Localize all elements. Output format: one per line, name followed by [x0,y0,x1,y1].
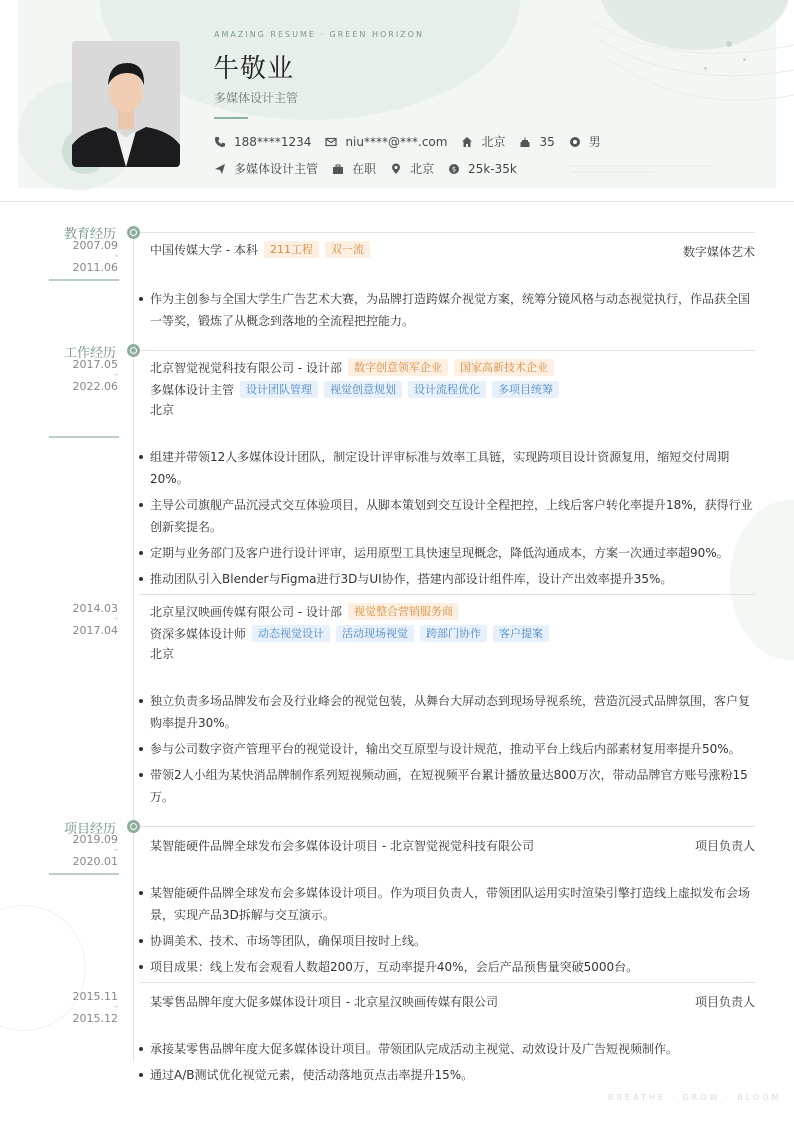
entry-divider [140,594,755,595]
contact-row [214,133,615,150]
list-item: 承接某零售品牌年度大促多媒体设计项目。带领团队完成活动主视觉、动效设计及广告短视频制作。 [137,1038,755,1060]
candidate-name: 牛敬业 [213,54,295,84]
money-icon [448,163,460,175]
job-city: 北京 [150,647,175,661]
home-text: 北京 [481,135,506,149]
location-icon [390,163,402,175]
job-city: 北京 [150,403,175,417]
footer-motto: BREATHE · GROW · BLOOM [608,1093,782,1102]
status-item [332,160,376,177]
entry-divider [140,232,755,233]
section-title-education: 教育经历 [63,227,116,242]
timeline-node [127,226,140,239]
intent-position-text: 多媒体设计主管 [234,162,319,176]
intent-city-text: 北京 [410,162,435,176]
school-name: 中国传媒大学 - 本科 [150,243,258,257]
date-sep: - [114,1002,118,1012]
resume-header [0,0,794,202]
date-start: 2014.03 [72,602,118,615]
list-item: 某智能硬件品牌全球发布会多媒体设计项目。作为项目负责人，带领团队运用实时渲染引擎打造线上虚拟发布会场景，实现产品3D拆解与交互演示。 [137,882,755,926]
header-divider [0,201,794,202]
job-role-row [150,625,549,642]
decor-dot [704,67,707,70]
project-name-row [150,837,534,854]
company-tag: 国家高新技术企业 [454,359,554,376]
date-sep: - [114,370,118,380]
project-role: 项目负责人 [694,839,755,853]
title-underline [214,117,248,119]
job-intent-row [214,160,531,177]
section-title-work: 工作经历 [63,346,116,361]
company-name: 北京星汉映画传媒有限公司 - 设计部 [150,605,342,619]
date-underline [49,279,119,281]
list-item: 定期与业务部门及客户进行设计评审，运用原型工具快速呈现概念，降低沟通成本，方案一次通过率超90%。 [137,542,755,564]
date-sep: - [114,614,118,624]
date-end: 2020.01 [72,855,118,868]
list-item: 项目成果：线上发布会观看人数超200万，互动率提升40%，会后产品预售量突破5000台。 [137,956,755,978]
date-end: 2011.06 [72,261,118,274]
email-text: niu****@***.com [345,134,448,149]
phone-text: 188****1234 [234,134,312,149]
briefcase-icon [332,163,344,175]
list-item: 独立负责多场品牌发布会及行业峰会的视觉包装，从舞台大屏动态到现场导视系统，营造沉浸式品牌氛围，客户复购率提升30%。 [137,690,755,734]
home-icon [461,136,473,148]
skill-tag: 客户提案 [493,625,549,642]
cake-icon [519,136,531,148]
skill-tag: 设计团队管理 [240,381,318,398]
project-role: 项目负责人 [694,995,755,1009]
intent-position-item [214,160,318,177]
list-item: 组建并带领12人多媒体设计团队，制定设计评审标准与效率工具链，实现跨项目设计资源复用，缩短交付周期20%。 [137,446,755,490]
timeline-node [127,820,140,833]
phone-item [214,135,311,149]
list-item: 协调美术、技术、市场等团队，确保项目按时上线。 [137,930,755,952]
company-name: 北京智觉视觉科技有限公司 - 设计部 [150,361,342,375]
list-item: 带领2人小组为某快消品牌制作系列短视频动画，在短视频平台累计播放量达800万次，带动品牌官方账号涨粉15万。 [137,764,755,808]
education-major: 数字媒体艺术 [682,245,755,259]
salary-text: 25k-35k [468,161,517,176]
date-start: 2017.05 [72,358,118,371]
date-range [18,240,118,273]
age-text: 35 [539,134,555,149]
timeline-node [127,344,140,357]
header-kicker: AMAZING RESUME · GREEN HORIZON [214,30,424,39]
list-item: 推动团队引入Blender与Figma进行3D与UI协作，搭建内部设计组件库，设计产出效率提升35%。 [137,568,755,590]
date-range [18,603,118,636]
skill-tag: 视觉创意规划 [324,381,402,398]
job-role: 资深多媒体设计师 [150,627,247,641]
date-end: 2017.04 [72,624,118,637]
age-item [519,135,554,149]
project-name: 某智能硬件品牌全球发布会多媒体设计项目 - 北京智觉视觉科技有限公司 [150,839,534,853]
decor-curves [570,0,794,200]
entry-divider [140,826,755,827]
job-bullets [137,446,755,594]
date-sep: - [114,845,118,855]
skill-tag: 动态视觉设计 [252,625,330,642]
education-bullets [137,288,755,336]
skill-tag: 跨部门协作 [420,625,487,642]
project-name: 某零售品牌年度大促多媒体设计项目 - 北京星汉映画传媒有限公司 [150,995,498,1009]
project-bullets [137,1038,755,1090]
list-item: 作为主创参与全国大学生广告艺术大赛，为品牌打造跨媒介视觉方案，统筹分镜风格与动态视觉执行，作品获全国一等奖，锻炼了从概念到落地的全流程把控能力。 [137,288,755,332]
list-item: 主导公司旗舰产品沉浸式交互体验项目，从脚本策划到交互设计全程把控，上线后客户转化率提升18%，获得行业创新奖提名。 [137,494,755,538]
email-item [325,135,447,149]
project-name-row [150,993,498,1010]
date-range [18,359,118,392]
date-start: 2015.11 [72,990,118,1003]
skill-tag: 活动现场视觉 [336,625,414,642]
entry-divider [140,350,755,351]
list-item: 通过A/B测试优化视觉元素，使活动落地页点击率提升15%。 [137,1064,755,1086]
gender-text: 男 [588,135,601,149]
date-start: 2019.09 [72,833,118,846]
date-underline [49,436,119,438]
date-underline [49,873,119,875]
date-start: 2007.09 [72,239,118,252]
phone-icon [214,136,226,148]
school-tag: 双一流 [325,241,370,258]
job-company-row [150,359,554,376]
profile-photo [72,41,180,167]
gender-item [569,133,601,150]
job-role: 多媒体设计主管 [150,383,235,397]
intent-city-item [390,160,434,177]
decor-dot [726,41,732,47]
candidate-title: 多媒体设计主管 [214,91,299,105]
project-bullets [137,882,755,982]
entry-divider [140,982,755,983]
date-sep: - [114,251,118,261]
school-tag: 211工程 [264,241,319,258]
date-range [18,991,118,1024]
job-role-row [150,381,559,398]
decor-dot [743,58,746,61]
mail-icon [325,136,337,148]
gender-icon [569,136,581,148]
skill-tag: 多项目统筹 [492,381,559,398]
send-icon [214,163,226,175]
section-title-projects: 项目经历 [63,822,116,837]
date-range [18,834,118,867]
status-text: 在职 [352,162,377,176]
education-school-row [150,241,370,258]
job-bullets [137,690,755,812]
company-tag: 视觉整合营销服务商 [348,603,459,620]
date-end: 2015.12 [72,1012,118,1025]
company-tag: 数字创意领军企业 [348,359,448,376]
home-item [461,133,505,150]
skill-tag: 设计流程优化 [408,381,486,398]
date-end: 2022.06 [72,380,118,393]
job-company-row [150,603,459,620]
list-item: 参与公司数字资产管理平台的视觉设计，输出交互原型与设计规范，推动平台上线后内部素材复用率提升50%。 [137,738,755,760]
salary-item [448,162,517,176]
svg-text:$: $ [451,165,457,173]
